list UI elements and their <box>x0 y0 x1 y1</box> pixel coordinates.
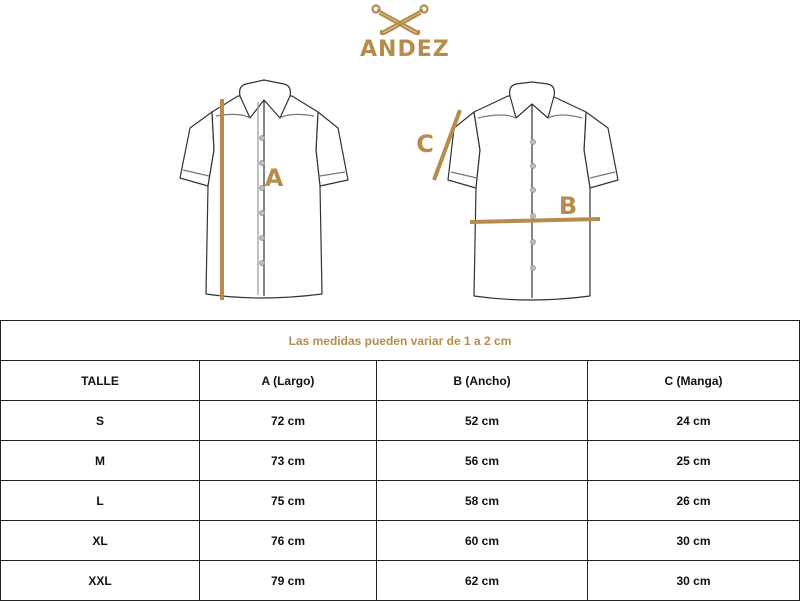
table-row <box>1 401 800 441</box>
header-ancho: B (Ancho) <box>377 361 588 401</box>
brand-name: ANDEZ <box>360 37 450 62</box>
size-chart-table <box>0 320 800 601</box>
ancho-cell: 60 cm <box>377 521 588 561</box>
ancho-cell: 62 cm <box>377 561 588 601</box>
table-row <box>1 481 800 521</box>
table-row <box>1 521 800 561</box>
header-largo: A (Largo) <box>200 361 377 401</box>
manga-cell: 26 cm <box>588 481 800 521</box>
label-c: C <box>416 130 434 158</box>
manga-cell: 24 cm <box>588 401 800 441</box>
ancho-cell: 58 cm <box>377 481 588 521</box>
table-note-row <box>1 321 800 361</box>
table-header-row <box>1 361 800 401</box>
size-cell: S <box>1 401 200 441</box>
label-a: A <box>264 164 284 192</box>
size-cell: M <box>1 441 200 481</box>
table-row <box>1 441 800 481</box>
ancho-cell: 56 cm <box>377 441 588 481</box>
header-talle: TALLE <box>1 361 200 401</box>
size-cell: XL <box>1 521 200 561</box>
ancho-cell: 52 cm <box>377 401 588 441</box>
largo-cell: 79 cm <box>200 561 377 601</box>
shirt-measurement-diagram <box>0 78 800 310</box>
size-cell: L <box>1 481 200 521</box>
largo-cell: 76 cm <box>200 521 377 561</box>
manga-cell: 25 cm <box>588 441 800 481</box>
largo-cell: 75 cm <box>200 481 377 521</box>
manga-cell: 30 cm <box>588 561 800 601</box>
manga-cell: 30 cm <box>588 521 800 561</box>
measurement-note: Las medidas pueden variar de 1 a 2 cm <box>1 321 800 361</box>
table-row <box>1 561 800 601</box>
header-manga: C (Manga) <box>588 361 800 401</box>
label-b: B <box>558 192 578 220</box>
largo-cell: 72 cm <box>200 401 377 441</box>
size-cell: XXL <box>1 561 200 601</box>
brand-logo <box>360 4 450 66</box>
largo-cell: 73 cm <box>200 441 377 481</box>
crossed-safety-pins-icon <box>370 4 430 38</box>
